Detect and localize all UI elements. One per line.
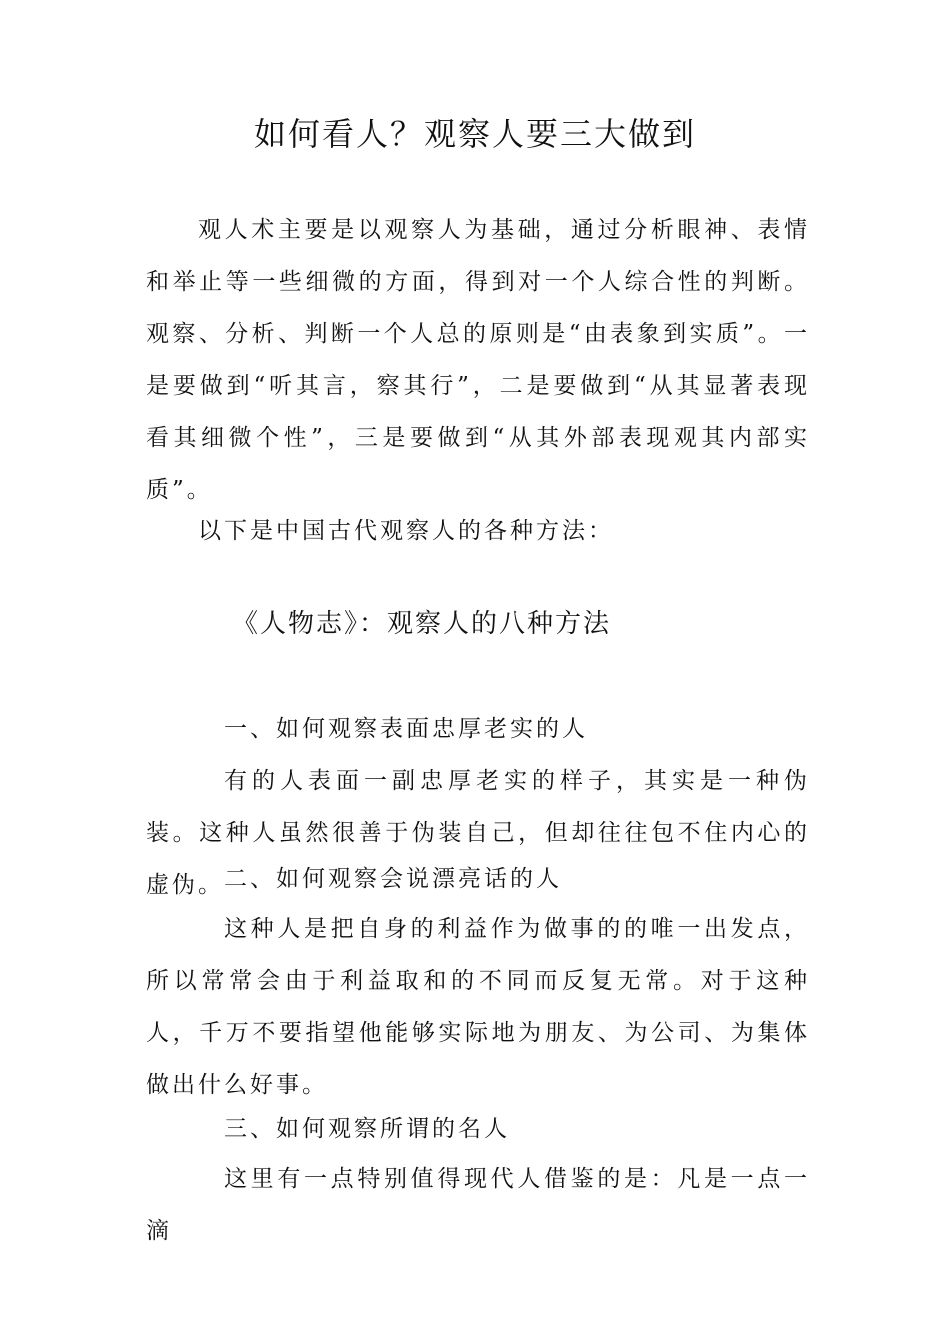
section-heading: 一、如何观察表面忠厚老实的人: [224, 716, 588, 742]
section-heading: 二、如何观察会说漂亮话的人: [224, 866, 562, 892]
section-heading: 三、如何观察所谓的名人: [224, 1116, 510, 1142]
section-body: 这里有一点特别值得现代人借鉴的是：凡是一点一滴: [146, 1166, 810, 1244]
section-body: 有的人表面一副忠厚老实的样子，其实是一种伪装。这种人虽然很善于伪装自己，但却往往包不住内心的虚伪。: [146, 768, 810, 898]
section-body: 这种人是把自身的利益作为做事的的唯一出发点，所以常常会由于利益取和的不同而反复无常。对于这种人，千万不要指望他能够实际地为朋友、为公司、为集体做出什么好事。: [146, 916, 810, 1098]
book-section-title: 《人物志》：观察人的八种方法: [232, 609, 612, 639]
intro-paragraph: 观人术主要是以观察人为基础，通过分析眼神、表情和举止等一些细微的方面，得到对一个人综合性的判断。观察、分析、判断一个人总的原则是“由表象到实质”。一是要做到“听其言，察其行”，二是要做到“从其显著表现看其细微个性”，三是要做到“从其外部表现观其内部实质”。: [146, 217, 810, 503]
methods-intro-paragraph: 以下是中国古代观察人的各种方法：: [198, 518, 614, 544]
document-title: 如何看人？观察人要三大做到: [253, 115, 696, 153]
